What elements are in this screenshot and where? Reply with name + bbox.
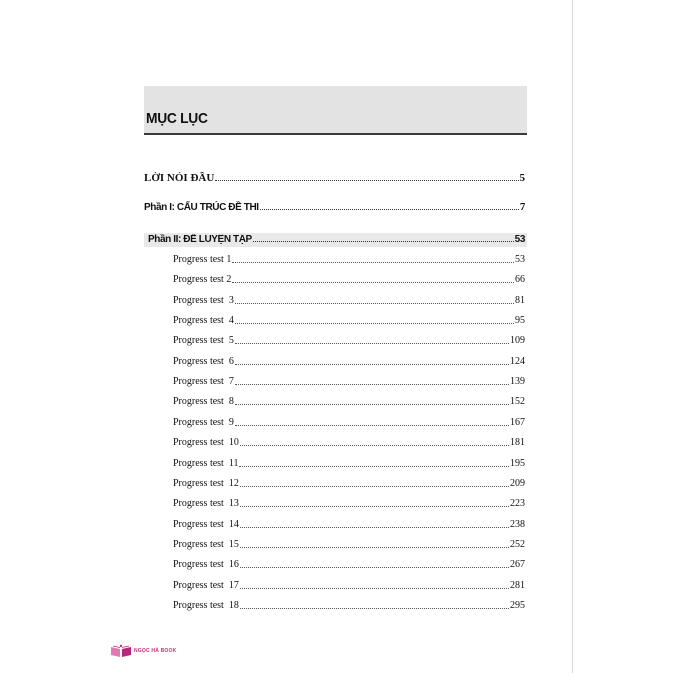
section-label: Phần I: CẤU TRÚC ĐỀ THI [144,202,259,213]
progress-test-label: Progress test 8 [173,396,234,408]
progress-test-page: 124 [510,355,525,367]
progress-test-page: 95 [515,315,525,327]
toc-section-part2[interactable] [148,234,525,245]
progress-test-page: 81 [515,294,525,306]
progress-test-row[interactable] [173,458,525,469]
progress-test-page: 281 [510,579,525,591]
section-page: 7 [519,201,525,213]
progress-test-page: 167 [510,416,525,428]
progress-test-row[interactable] [173,396,525,407]
publisher-logo [110,644,176,658]
open-book-icon [110,644,132,658]
progress-test-label: Progress test 6 [173,355,234,367]
progress-test-label: Progress test 10 [173,437,239,449]
dot-leader [240,486,509,487]
progress-test-label: Progress test 17 [173,579,239,591]
dot-leader [235,384,509,385]
dot-leader [253,241,514,242]
progress-test-page: 181 [510,437,525,449]
dot-leader [260,209,519,210]
dot-leader [235,343,509,344]
progress-test-label: Progress test 1 [173,254,232,265]
dot-leader [240,506,509,507]
section-label: Phần II: ĐỀ LUYỆN TẬP [148,234,252,245]
progress-test-row[interactable] [173,254,525,265]
dot-leader [240,445,509,446]
dot-leader [240,608,509,609]
dot-leader [215,180,518,181]
dot-leader [235,364,509,365]
toc-section-part1[interactable] [144,201,525,213]
progress-test-page: 66 [515,274,525,286]
progress-test-page: 209 [510,477,525,489]
progress-test-page: 267 [510,559,525,571]
progress-test-label: Progress test 15 [173,538,239,550]
progress-test-row[interactable] [173,580,525,591]
progress-test-row[interactable] [173,519,525,530]
progress-test-label: Progress test 9 [173,416,234,428]
dot-leader [235,303,514,304]
progress-test-page: 109 [510,335,525,347]
progress-test-label: Progress test 4 [173,315,234,327]
progress-test-label: Progress test 18 [173,599,239,611]
progress-test-page: 223 [510,498,525,510]
progress-test-row[interactable] [173,356,525,367]
progress-test-label: Progress test 16 [173,559,239,571]
progress-test-page: 139 [510,376,525,388]
dot-leader [232,262,514,263]
progress-test-page: 295 [510,599,525,611]
dot-leader [240,567,509,568]
progress-test-label: Progress test 13 [173,498,239,510]
progress-test-page: 195 [510,457,525,469]
progress-test-label: Progress test 14 [173,518,239,530]
progress-test-row[interactable] [173,274,525,285]
dot-leader [235,425,509,426]
progress-test-page: 152 [510,396,525,408]
dot-leader [232,282,514,283]
progress-test-label: Progress test 2 [173,274,232,286]
progress-test-row[interactable] [173,539,525,550]
progress-test-label: Progress test 3 [173,294,234,306]
dot-leader [240,547,509,548]
progress-test-row[interactable] [173,417,525,428]
progress-test-row[interactable] [173,376,525,387]
progress-test-label: Progress test 12 [173,477,239,489]
dot-leader [240,588,509,589]
toc-section-foreword[interactable] [144,172,525,184]
page-edge-line [572,0,573,673]
section-label: LỜI NÓI ĐẦU [144,172,215,184]
dot-leader [235,404,509,405]
progress-test-row[interactable] [173,335,525,346]
dot-leader [240,527,509,528]
progress-test-row[interactable] [173,498,525,509]
progress-test-row[interactable] [173,478,525,489]
logo-text: NGỌC HÀ BOOK [134,648,177,654]
progress-test-label: Progress test 5 [173,335,234,347]
progress-test-row[interactable] [173,437,525,448]
progress-test-page: 53 [515,254,525,265]
progress-test-label: Progress test 7 [173,376,234,388]
progress-test-row[interactable] [173,315,525,326]
progress-test-label: Progress test 11 [173,457,239,469]
section-page: 53 [514,234,525,245]
progress-test-page: 238 [510,518,525,530]
toc-title: MỤC LỤC [146,110,208,127]
progress-test-row[interactable] [173,559,525,570]
progress-test-row[interactable] [173,600,525,611]
section-page: 5 [519,172,525,184]
dot-leader [239,466,509,467]
progress-test-row[interactable] [173,295,525,306]
progress-test-page: 252 [510,538,525,550]
dot-leader [235,323,514,324]
toc-title-band [144,86,527,135]
